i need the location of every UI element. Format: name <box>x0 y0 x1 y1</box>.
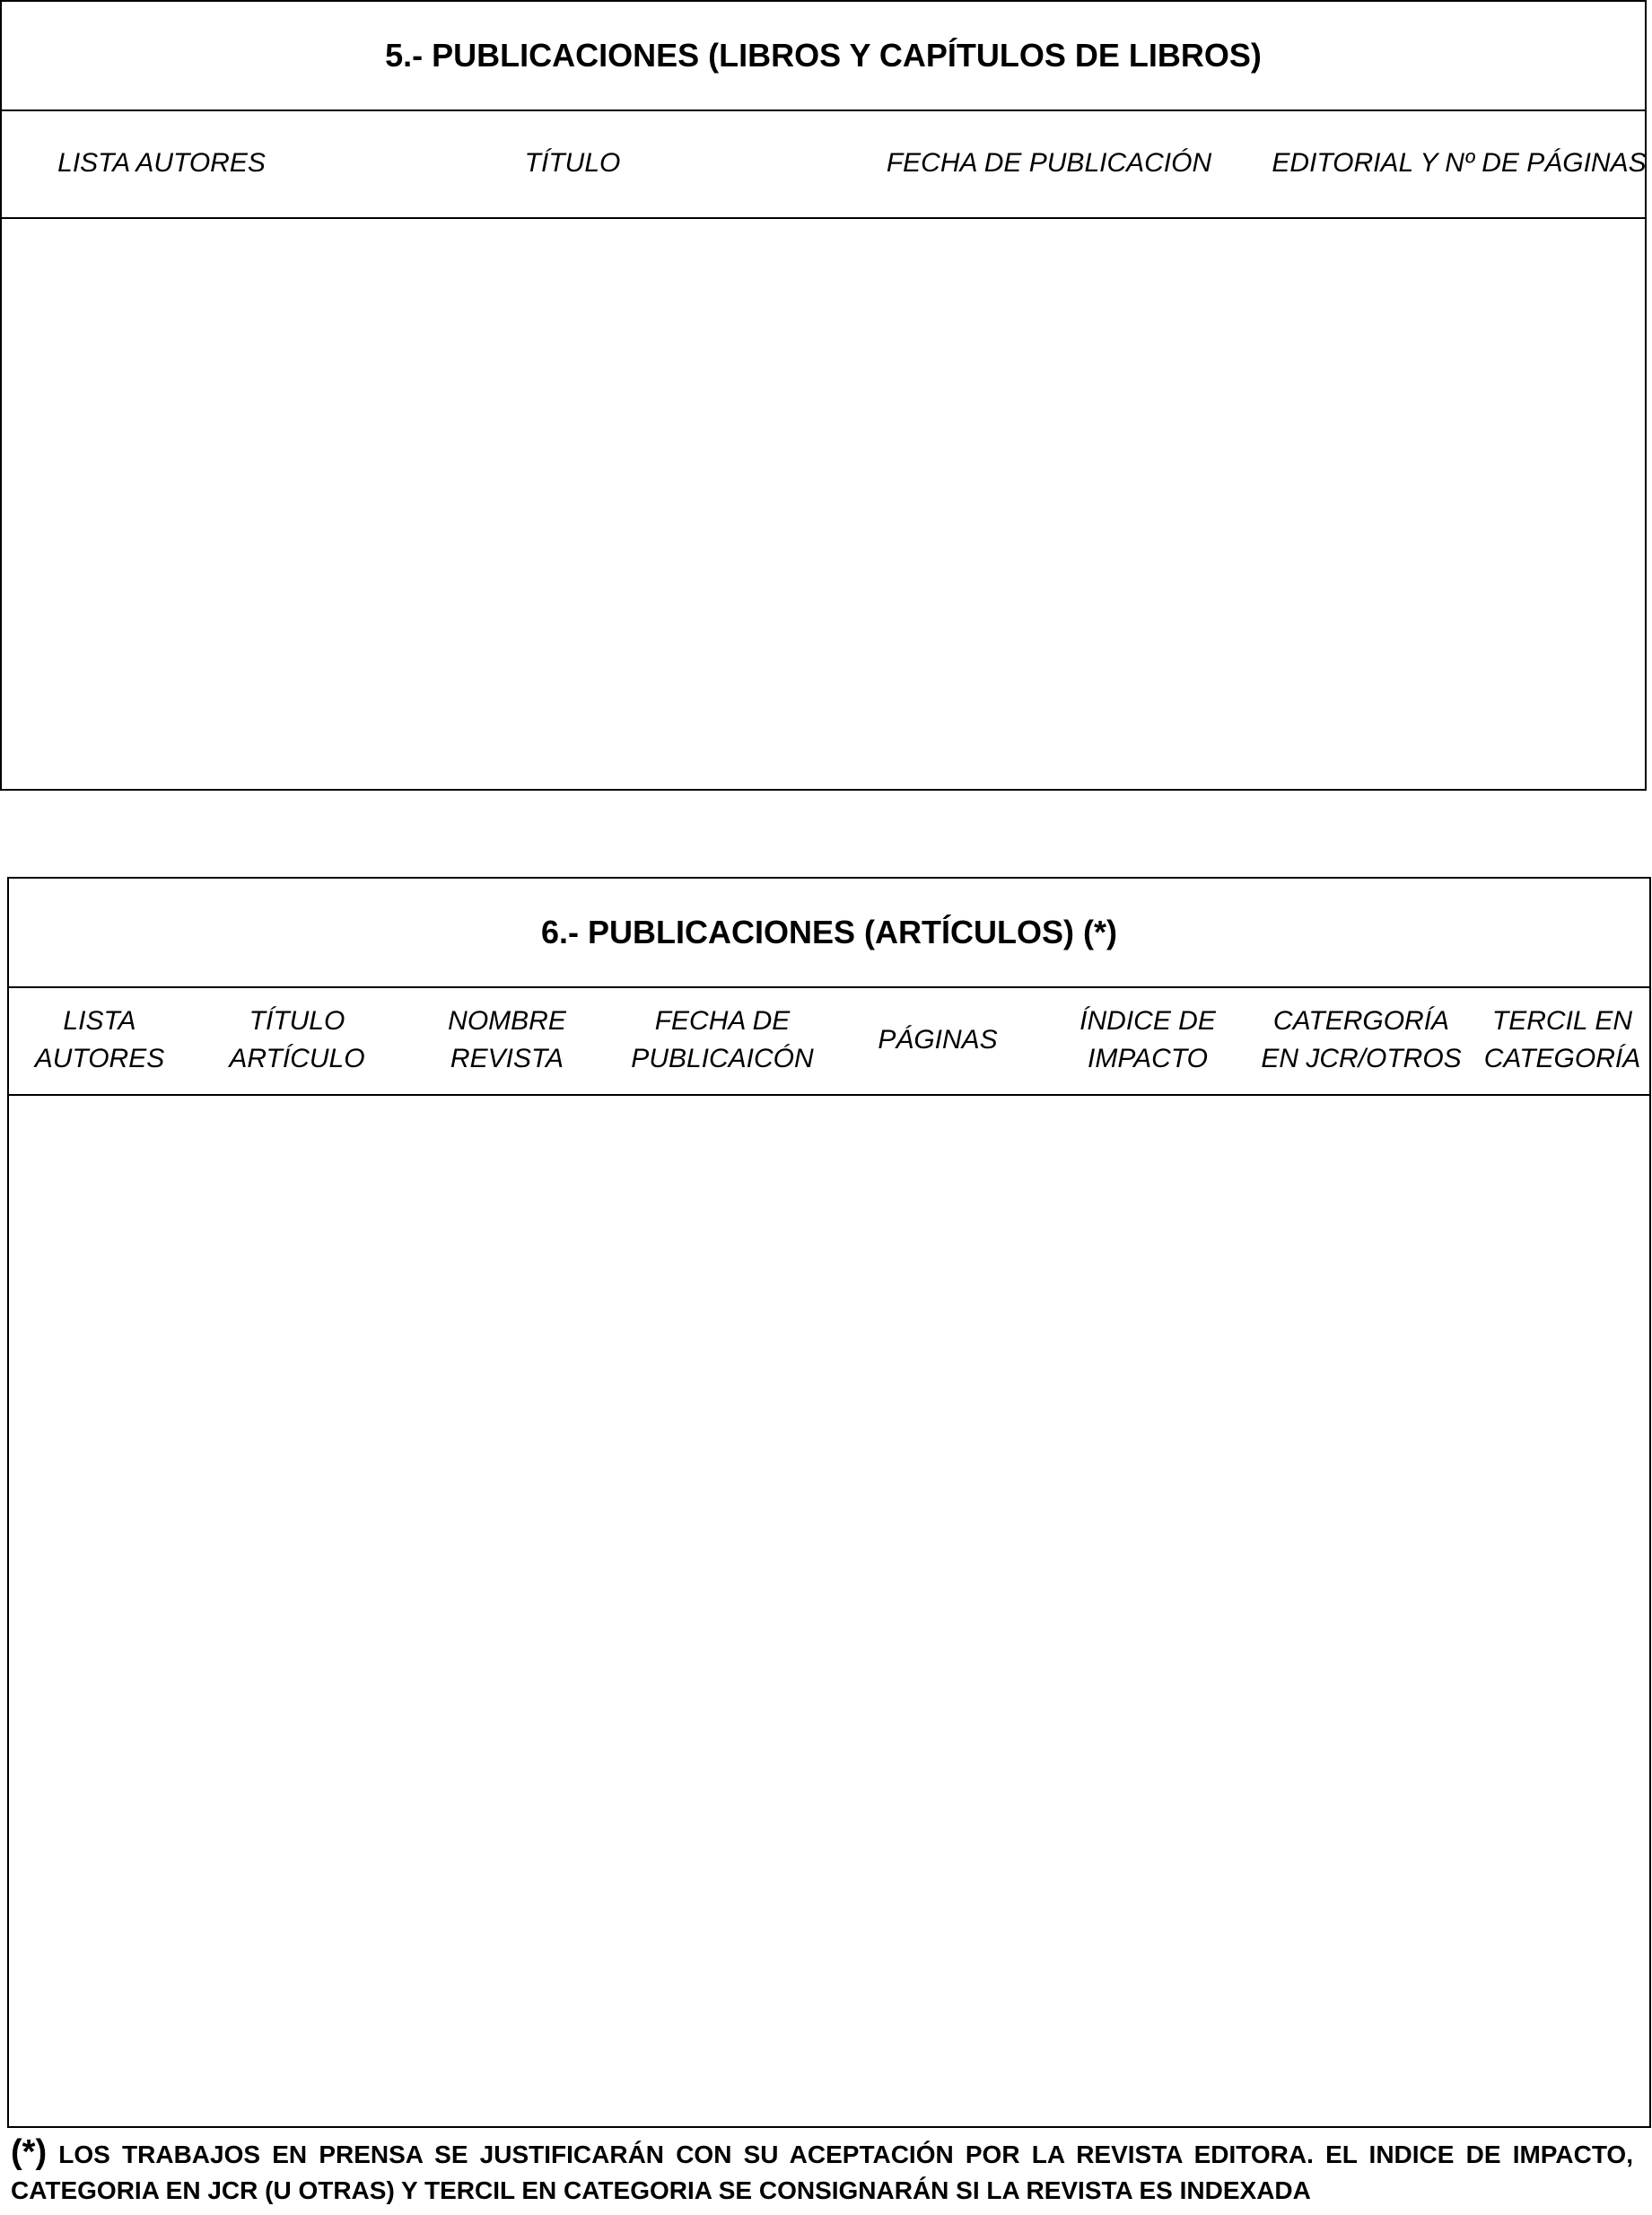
articles-header-row <box>9 986 1649 1096</box>
footnote-text: LOS TRABAJOS EN PRENSA SE JUSTIFICARÁN CON SU ACEPTACIÓN POR LA REVISTA EDITORA. EL INDICE DE IMPACTO, CATEGORIA EN JCR (U OTRAS) Y TERCIL EN CATEGORIA SE CONSIGNARÁN SI LA REVISTA ES INDEXADA <box>11 2141 1633 2204</box>
articles-col-article-title: TÍTULO ARTÍCULO <box>229 1006 365 1073</box>
articles-col-impact-index: ÍNDICE DE IMPACTO <box>1079 1006 1216 1073</box>
articles-col-jcr-category: CATERGORÍA EN JCR/OTROS <box>1261 1006 1462 1073</box>
footnote <box>11 2134 1633 2209</box>
books-col-title: TÍTULO <box>524 148 621 178</box>
books-col-authors: LISTA AUTORES <box>57 148 266 178</box>
books-col-date: FECHA DE PUBLICACIÓN <box>886 148 1212 178</box>
articles-col-pages: PÁGINAS <box>878 1025 998 1055</box>
articles-section-title: 6.- PUBLICACIONES (ARTÍCULOS) (*) <box>9 879 1649 988</box>
books-publications-table <box>0 0 1647 791</box>
books-col-publisher-pages: EDITORIAL Y Nº DE PÁGINAS <box>1272 148 1647 178</box>
articles-col-authors: LISTA AUTORES <box>34 1006 165 1073</box>
articles-col-category-tertile: TERCIL EN CATEGORÍA <box>1483 1006 1641 1073</box>
books-header-row <box>2 109 1645 219</box>
articles-publications-table <box>7 877 1651 2128</box>
articles-entry-area[interactable] <box>9 1096 1649 2126</box>
books-section-title: 5.- PUBLICACIONES (LIBROS Y CAPÍTULOS DE LIBROS) <box>2 2 1645 111</box>
footnote-mark: (*) <box>11 2133 48 2171</box>
articles-col-publication-date: FECHA DE PUBLICAICÓN <box>631 1006 814 1073</box>
books-entry-area[interactable] <box>2 219 1645 789</box>
articles-col-journal-name: NOMBRE REVISTA <box>448 1006 566 1073</box>
